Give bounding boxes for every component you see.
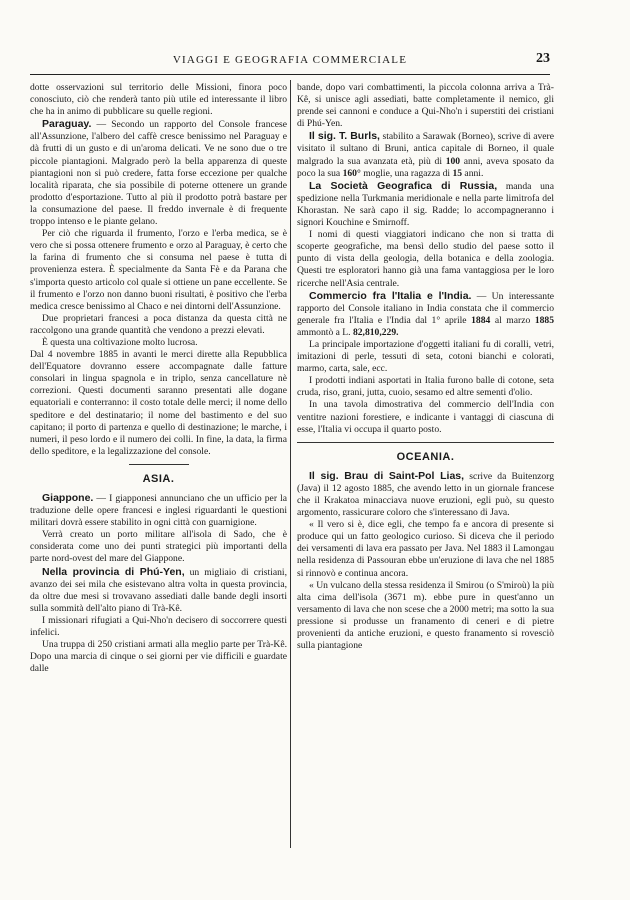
section-separator <box>129 464 189 465</box>
running-header <box>30 50 550 75</box>
paragraph: I nomi di questi viaggiatori indicano che non si tratta di scoperte geografiche, ma bensì dello studio del paese sotto il punto di vista della geologia, della botanica e della zoologia. Questi tre esploratori hanno già una fama vantaggiosa per le loro ricerche nell'Asia centrale. <box>297 229 554 289</box>
paragraph-commercio: Commercio fra l'Italia e l'India. — Un interessante rapporto del Console italiano in India constata che il commercio generale fra l'Italia e l'India dal 1° aprile 1884 al marzo 1885 ammontò a L. 82,810,229. <box>297 289 554 338</box>
paragraph-burls: Il sig. T. Burls, stabilito a Sarawak (Borneo), scrive di avere visitato il sultano di Bruni, antica capitale di Borneo, il quale malgrado la sua avanzata età, più di 100 anni, aveva sposato da poco la sua 160° moglie, una ragazza di 15 anni. <box>297 130 554 179</box>
lead-russia: La Società Geografica di Russia, <box>309 179 498 192</box>
left-column <box>30 82 287 862</box>
paragraph: dotte osservazioni sul territorio delle Missioni, finora poco conosciuto, ciò che renderà tanto più utile ed interessante il libro che ha in animo di pubblicare su quelle regioni. <box>30 82 287 118</box>
paragraph: Per ciò che riguarda il frumento, l'orzo e l'erba medica, se è vero che si possa ottenere frumento e orzo al Paraguay, è certo che la farina di frumento che si consuma nel paese è tutta di provenienza estera. È specialmente da Santa Fè e da Parana che s'importa questo articolo col quale si ottiene un pane eccellente. Se il frumento e l'orzo non danno buoni risultati, è positivo che l'erba medica cresce benissimo al Chaco e nei dintorni dell'Assunzione. <box>30 228 287 312</box>
paragraph: Una truppa di 250 cristiani armati alla meglio parte per Trà-Kê. Dopo una marcia di cinque o sei giorni per vie difficili e guardate dalle <box>30 639 287 675</box>
paragraph: I prodotti indiani asportati in Italia furono balle di cotone, seta cruda, riso, grani, jutta, cuoio, sesamo ed altre sementi d'olio. <box>297 375 554 399</box>
paragraph-paraguay: Paraguay. — Secondo un rapporto del Console francese all'Assunzione, l'albero del caffè cresce benissimo nel Paraguay e dà frutti di un gusto e di un'aroma delicati. Ve ne sono due o tre piccole piantagioni. Malgrado però la bella apparenza di queste piantagioni non si può credere, fatta forse eccezione per qualche località riparata, che sia possibile di poterne ottenere un grande prodotto d'esportazione. Tutto al più il prodotto potrà bastare per la consumazione del paese. Il freddo invernale è di frequente troppo intenso e le piante gelano. <box>30 118 287 228</box>
paragraph: « Il vero si è, dice egli, che tempo fa e ancora di presente si produce qui un fatto geologico curioso. Si diceva che il periodo dei versamenti di lava era passato per Java. Nel 1883 il Lamongau nella residenza di Passouran ebbe un'eruzione di lava che nel 1885 si rinnovò e continua ancora. <box>297 519 554 579</box>
paragraph: Dal 4 novembre 1885 in avanti le merci dirette alla Repubblica dell'Equatore dovranno essere accompagnate dalle fatture consolari in lingua spagnola e in triplo, senza cancellature nè correzioni. Questi documenti saranno presentati alle dogane equatoriali e conterranno: il costo totale delle merci; il nome dello speditore e del destinatario; il nome del bastimento e del suo capitano; il porto di partenza e quello di destinazione; le marche, i numeri, il peso lordo e il numero dei colli. In fine, la data, la firma dello speditore, e la legalizzazione del console. <box>30 349 287 457</box>
paragraph-giappone: Giappone. — I giapponesi annunciano che un ufficio per la traduzione delle opere francesi e inglesi riguardanti le questioni militari dovrà essere stabilito in ogni città con guarnigione. <box>30 492 287 529</box>
lead-giappone: Giappone. <box>42 492 94 504</box>
right-column <box>297 82 554 862</box>
column-divider <box>290 80 291 848</box>
paragraph: È questa una coltivazione molto lucrosa. <box>42 336 198 348</box>
section-title-oceania: OCEANIA. <box>396 450 455 463</box>
paragraph: I missionari rifugiati a Qui-Nho'n decisero di soccorrere questi infelici. <box>30 614 287 639</box>
lead-burls: Il sig. T. Burls, <box>309 130 380 143</box>
paragraph: La principale importazione d'oggetti italiani fu di coralli, vetri, imitazioni di perle, tessuti di seta, cotoni bianchi e colorati, marmo, carta, sale, ecc. <box>297 338 554 375</box>
lead-phu-yen: Nella provincia di Phú-Yen, <box>42 565 185 578</box>
lead-brau: Il sig. Brau di Saint-Pol Lias, <box>309 469 465 482</box>
paragraph: In una tavola dimostrativa del commercio dell'India con ventitre nazioni forestiere, e indicante i vantaggi di ciascuna di esse, l'Italia vi occupa il quarto posto. <box>297 399 554 435</box>
running-title: VIAGGI E GEOGRAFIA COMMERCIALE <box>172 54 408 66</box>
paragraph: bande, dopo vari combattimenti, la piccola colonna arriva a Trà-Kê, si unisce agli assediati, batte completamente il nemico, gli prende sei cannoni e conduce a Qui-Nho'n i superstiti dei cristiani di Phú-Yen. <box>297 82 554 130</box>
lead-paraguay: Paraguay. <box>42 118 92 131</box>
paragraph-brau: Il sig. Brau di Saint-Pol Lias, scrive da Buitenzorg (Java) il 12 agosto 1885, che avendo letto in un giornale francese che il Krakatoa minacciava nuove eruzioni, egli può, su questo argomento, rassicurare coloro che s'interessano di Java. <box>297 469 554 519</box>
paragraph-phu-yen: Nella provincia di Phú-Yen, un migliaio di cristiani, avanzo dei sei mila che esistevano altra volta in questa provincia, da oltre due mesi si trovavano assediati dalle bande degli insorti sulla sommità dell'alto piano di Trà-Kê. <box>30 565 287 614</box>
lead-commercio: Commercio fra l'Italia e l'India. <box>309 289 472 302</box>
page-number: 23 <box>536 51 550 66</box>
paragraph-russia: La Società Geografica di Russia, manda una spedizione nella Turkmania meridionale e nella parte limitrofa del Khorastan. Ne sarà capo il sig. Radde; lo accompagneranno i signori Kouchine e Smirnoff. <box>297 179 554 229</box>
paragraph: Verrà creato un porto militare all'isola di Sado, che è considerata come uno dei punti strategici più importanti della parte nord-ovest del mare del Giappone. <box>30 529 287 565</box>
paragraph: « Un vulcano della stessa residenza il Smirou (o S'miroù) la più alta cima dell'isola (3671 m). ebbe pure in quest'anno un versamento di lava che non scese che a 2000 metri; ma sotto la sua pressione si produsse un franamento di ceneri e di pietre provenienti da antiche eruzioni, e questo franamento si rovesciò sulla piantagione <box>297 579 554 652</box>
section-title-asia: ASIA. <box>142 472 175 485</box>
paragraph: Due proprietari francesi a poca distanza da questa città ne raccolgono una grande quantità che vendono a prezzi elevati. <box>30 312 287 336</box>
section-separator <box>297 442 554 443</box>
